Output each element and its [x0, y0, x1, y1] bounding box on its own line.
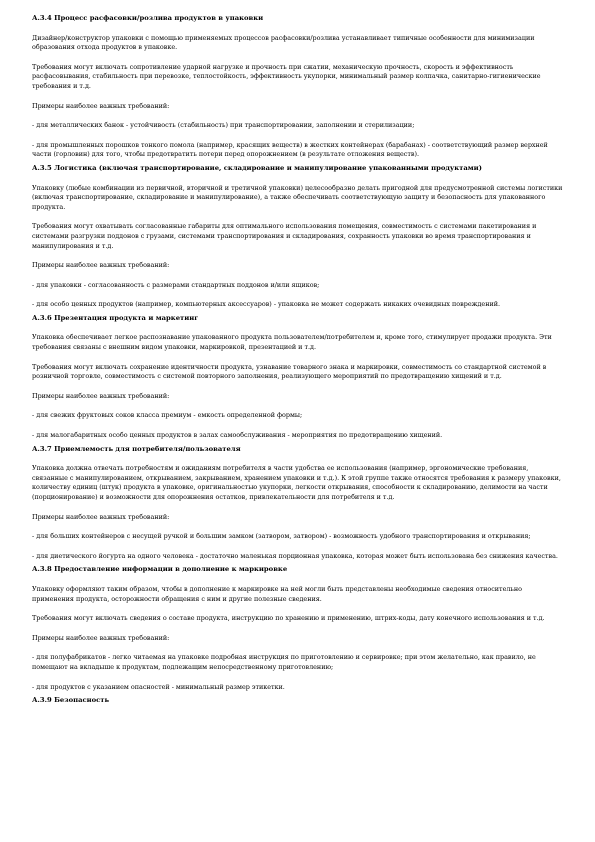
paragraph: Дизайнер/конструктор упаковки с помощью применяемых процессов расфасовки/розлива устанавливает типичные особенности для минимизации образования отхода продуктов в упаковке. [32, 33, 535, 52]
section-heading: А.3.6 Презентация продукта и маркетинг [32, 313, 199, 322]
bullet-item: - для промышленных порошков тонкого помола (например, красящих веществ) в жестких контейнерах (барабанах) - соответствующий размер верхней части (горловин) для того, чтобы предотвратить потери перед опорожнением (в результате отложения веществ). [32, 140, 548, 159]
bullet-item: - для малогабаритных особо ценных продуктов в залах самообслуживания - мероприятия по предотвращению хищений. [32, 431, 443, 440]
paragraph: Требования могут включать сопротивление ударной нагрузке и прочность при сжатии, механическую прочность, скорость и эффективность расфасовывания, стабильность при перевозке, теплостойкость, эффективность укупорки, минимальный размер колпачка, санитарно-гигиенические требования и т.д. [32, 62, 541, 90]
bullet-item: - для особо ценных продуктов (например, компьютерных аксессуаров) - упаковка не может содержать никаких очевидных повреждений. [32, 300, 501, 309]
paragraph: Примеры наиболее важных требований: [32, 633, 170, 642]
paragraph: Упаковку (любые комбинации из первичной, вторичной и третичной упаковки) целесообразно делать пригодной для предусмотренной системы логистики (включая транспортирование, складирование и манипулирование), а также обеспечивать соответствующую защиту и безопасность для упакованного продукта. [32, 183, 563, 211]
paragraph: Упаковка обеспечивает легкое распознавание упакованного продукта пользователем/потребителем и, кроме того, стимулирует продажи продукта. Эти требования связаны с внешним видом упаковки, маркировкой, презентацией и т.д. [32, 333, 552, 352]
bullet-item: - для больших контейнеров с несущей ручкой и большим замком (затвором, затвором) - возможность удобного транспортирования и открывания; [32, 532, 531, 541]
bullet-item: - для свежих фруктовых соков класса премиум - емкость определенной формы; [32, 411, 303, 420]
paragraph: Примеры наиболее важных требований: [32, 512, 170, 521]
bullet-item: - для полуфабрикатов - легко читаемая на упаковке подробная инструкция по приготовлению и сервировке; при этом желательно, как правило, не помещают на вкладыше к продуктам, подлежащим непосредственному приготовлению; [32, 653, 536, 671]
section-heading: А.3.4 Процесс расфасовки/розлива продуктов в упаковки [32, 14, 264, 22]
bullet-item: - для диетического йогурта на одного человека - достаточно маленькая порционная упаковка, которая может быть использована без снижения качества. [32, 551, 558, 560]
section-heading: А.3.7 Приемлемость для потребителя/пользователя [32, 444, 241, 453]
section-heading: А.3.8 Предоставление информации в дополнение к маркировке [32, 565, 288, 574]
section-heading: А.3.9 Безопасность [32, 696, 110, 705]
paragraph: Примеры наиболее важных требований: [32, 261, 170, 270]
paragraph: Примеры наиболее важных требований: [32, 391, 170, 400]
section-heading: А.3.5 Логистика (включая транспортирование, складирование и манипулирование упакованными продуктами) [32, 163, 482, 172]
paragraph: Примеры наиболее важных требований: [32, 101, 170, 110]
paragraph: Требования могут включать сохранение идентичности продукта, узнавание товарного знака и маркировки, совместимость со стандартной системой в розничной торговле, совместимость с системой повторного заполнения, реализующего мероприятий по предотвращению хищений и т.д. [32, 362, 547, 381]
paragraph: Упаковку оформляют таким образом, чтобы в дополнение к маркировке на ней могли быть представлены необходимые сведения относительно применения продукта, осторожности обращения с ним и другие полезные сведения. [32, 584, 523, 603]
bullet-item: - для продуктов с указанием опасностей - минимальный размер этикетки. [32, 682, 285, 691]
paragraph: Требования могут охватывать согласованные габариты для оптимального использования помещения, совместимость с системами пакетирования и системами разгрузки поддонов с грузами, системами транспортирования и складирования, сохранность упаковки во время транспортирования и манипулирования и т.д. [32, 222, 537, 250]
paragraph: Требования могут включать сведения о составе продукта, инструкцию по хранению и применению, штрих-коды, дату конечного использования и т.д. [32, 614, 545, 623]
bullet-item: - для упаковки - согласованность с размерами стандартных поддонов и/или ящиков; [32, 280, 320, 289]
bullet-item: - для металлических банок - устойчивость (стабильность) при транспортировании, заполнении и стерилизации; [32, 121, 415, 130]
paragraph: Упаковка должна отвечать потребностям и ожиданиям потребителя в части удобства ее использования (например, эргономические требования, связанные с манипулированием, открыванием, закрыванием, хранением упаковки и т.д.). К этой группе также относятся требования к размеру упаковки, количеству единиц (штук) продукта в упаковке, оригинальностью укупорки, легкости открывания, способности к складированию, делимости на части (порционирование) и возможности для опорожнения остатков, привлекательности для потребителя и т.д. [32, 464, 561, 501]
